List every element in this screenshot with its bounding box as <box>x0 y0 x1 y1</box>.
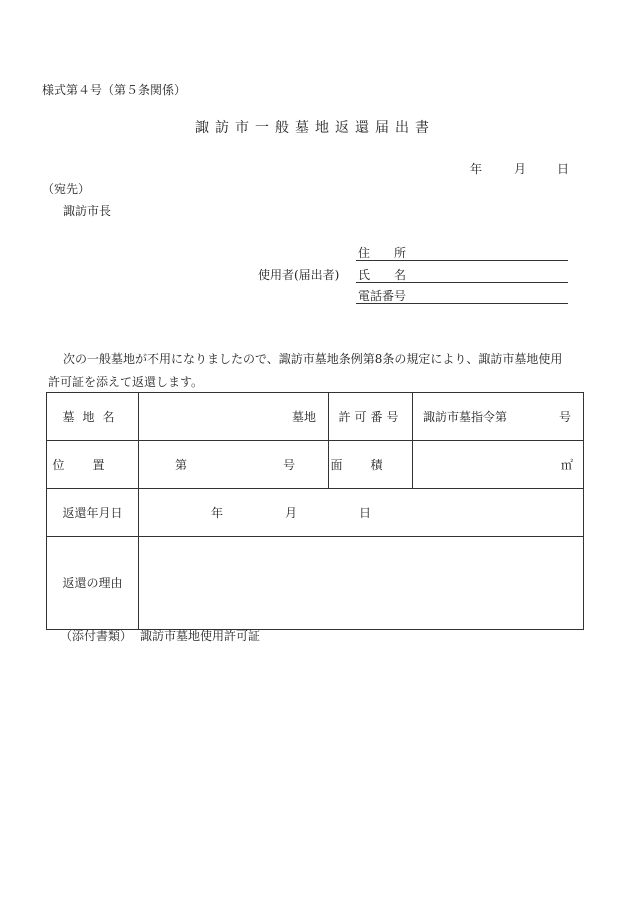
location-prefix: 第 <box>175 458 188 472</box>
cemetery-name-header <box>47 393 139 441</box>
applicant-label: 使用者(届出者) <box>258 268 340 282</box>
cemetery-suffix: 墓地 <box>291 410 316 424</box>
area-unit: ㎡ <box>560 458 573 472</box>
return-date-header <box>47 489 139 537</box>
name-label: 氏 名 <box>358 268 407 282</box>
permit-prefix: 諏訪市墓指令第 <box>423 410 508 424</box>
table-row-cemetery <box>47 393 584 441</box>
permit-suffix: 号 <box>558 410 571 424</box>
permit-number-header <box>329 393 413 441</box>
area-label: 面積 <box>330 457 411 472</box>
address-field[interactable] <box>356 260 568 261</box>
date-year-label: 年 <box>470 162 483 176</box>
attachments-label: （添付書類） <box>60 629 133 643</box>
return-date-field[interactable] <box>139 489 584 537</box>
permit-number-field[interactable] <box>413 393 584 441</box>
table-row-reason <box>47 537 584 630</box>
name-field[interactable] <box>356 282 568 283</box>
statement-line-1: 次の一般墓地が不用になりましたので、諏訪市墓地条例第8条の規定により、諏訪市墓地使用 <box>63 352 563 366</box>
table-row-location <box>47 441 584 489</box>
permit-number-label: 許可番号 <box>338 409 403 424</box>
return-month-label: 月 <box>285 506 298 520</box>
location-field[interactable] <box>139 441 329 489</box>
area-header <box>329 441 413 489</box>
location-label: 位置 <box>52 457 133 472</box>
phone-label: 電話番号 <box>358 289 407 303</box>
page-title: 諏訪市一般墓地返還届出書 <box>195 120 435 136</box>
location-header <box>47 441 139 489</box>
addressee-name: 諏訪市長 <box>63 204 112 218</box>
reason-label: 返還の理由 <box>62 576 123 590</box>
return-details-table <box>46 392 584 630</box>
area-field[interactable] <box>413 441 584 489</box>
phone-field[interactable] <box>356 303 568 304</box>
reason-field[interactable] <box>139 537 584 630</box>
attachments-value: 諏訪市墓地使用許可証 <box>140 629 261 643</box>
table-row-return-date <box>47 489 584 537</box>
location-suffix: 号 <box>283 458 296 472</box>
return-date-label: 返還年月日 <box>62 505 123 520</box>
return-year-label: 年 <box>211 506 224 520</box>
date-day-label: 日 <box>557 162 570 176</box>
reason-header <box>47 537 139 630</box>
cemetery-name-field[interactable] <box>139 393 329 441</box>
cemetery-name-label: 墓地名 <box>62 409 123 424</box>
addressee-label: （宛先） <box>42 182 91 196</box>
return-day-label: 日 <box>359 506 372 520</box>
form-number: 様式第４号（第５条関係） <box>42 83 187 97</box>
address-label: 住 所 <box>358 246 407 260</box>
date-month-label: 月 <box>514 162 527 176</box>
statement-line-2: 許可証を添えて返還します。 <box>48 375 204 389</box>
